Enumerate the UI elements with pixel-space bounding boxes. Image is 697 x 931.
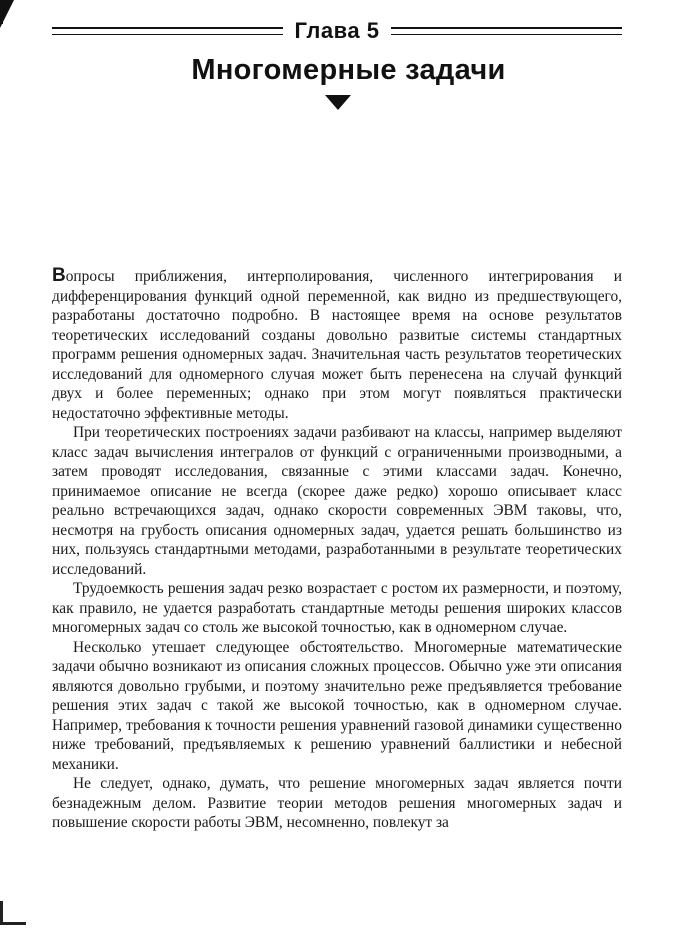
paragraph: Вопросы приближения, интерполирования, численного интегрирования и дифференцирования функций одной переменной, как видно из предшествующего, разработаны достаточно подробно. В настоящее время на основе результатов теоретических исследований созданы довольно развитые системы стандартных программ решения одномерных задач. Значительная часть результатов теоретических исследований для одномерного случая может быть перенесена на случай функций двух и более переменных; однако при этом могут появляться практически недостаточно эффективные методы. — [52, 265, 622, 422]
paragraph: При теоретических построениях задачи разбивают на классы, например выделяют класс задач вычисления интегралов от функций с ограниченными производными, а затем проводят исследования, связанные с этими классами задач. Конечно, принимаемое описание не всегда (скорее даже редко) хорошо описывает класс реально встречающихся задач, однако скорости современных ЭВМ таковы, что, несмотря на грубость описания одномерных задач, удается решать большинство из них, пользуясь стандартными методами, разработанными в результате теоретических исследований. — [52, 424, 622, 578]
chapter-label: Глава 5 — [294, 18, 380, 43]
paragraph: Трудоемкость решения задач резко возрастает с ростом их размерности, и поэтому, как правило, не удается разработать стандартные методы решения широких классов многомерных задач со столь же высокой точностью, как в одномерном случае. — [52, 580, 622, 636]
triangle-ornament-icon — [325, 95, 351, 110]
corner-edge-mark — [0, 0, 3, 24]
chapter-title: Многомерные задачи — [191, 54, 506, 86]
left-rule — [52, 27, 283, 35]
paragraph: Не следует, однако, думать, что решение многомерных задач является почти безнадежным делом. Развитие теории методов решения многомерных задач и повышение скорости работы ЭВМ, несомненно, повлекут за — [52, 775, 622, 831]
body-text — [52, 266, 622, 833]
paragraph: Несколько утешает следующее обстоятельство. Многомерные математические задачи обычно возникают из описания сложных процессов. Обычно уже эти описания являются довольно грубыми, и поэтому значительно реже предъявляется требование решения этих задач с такой же высокой точностью, как в одномерном случае. Например, требования к точности решения уравнений газовой динамики существенно ниже требований, предъявляемых к решению уравнений баллистики и небесной механики. — [52, 638, 622, 773]
right-rule — [391, 27, 622, 35]
chapter-header — [52, 18, 622, 44]
bottom-crop-mark — [0, 901, 26, 925]
